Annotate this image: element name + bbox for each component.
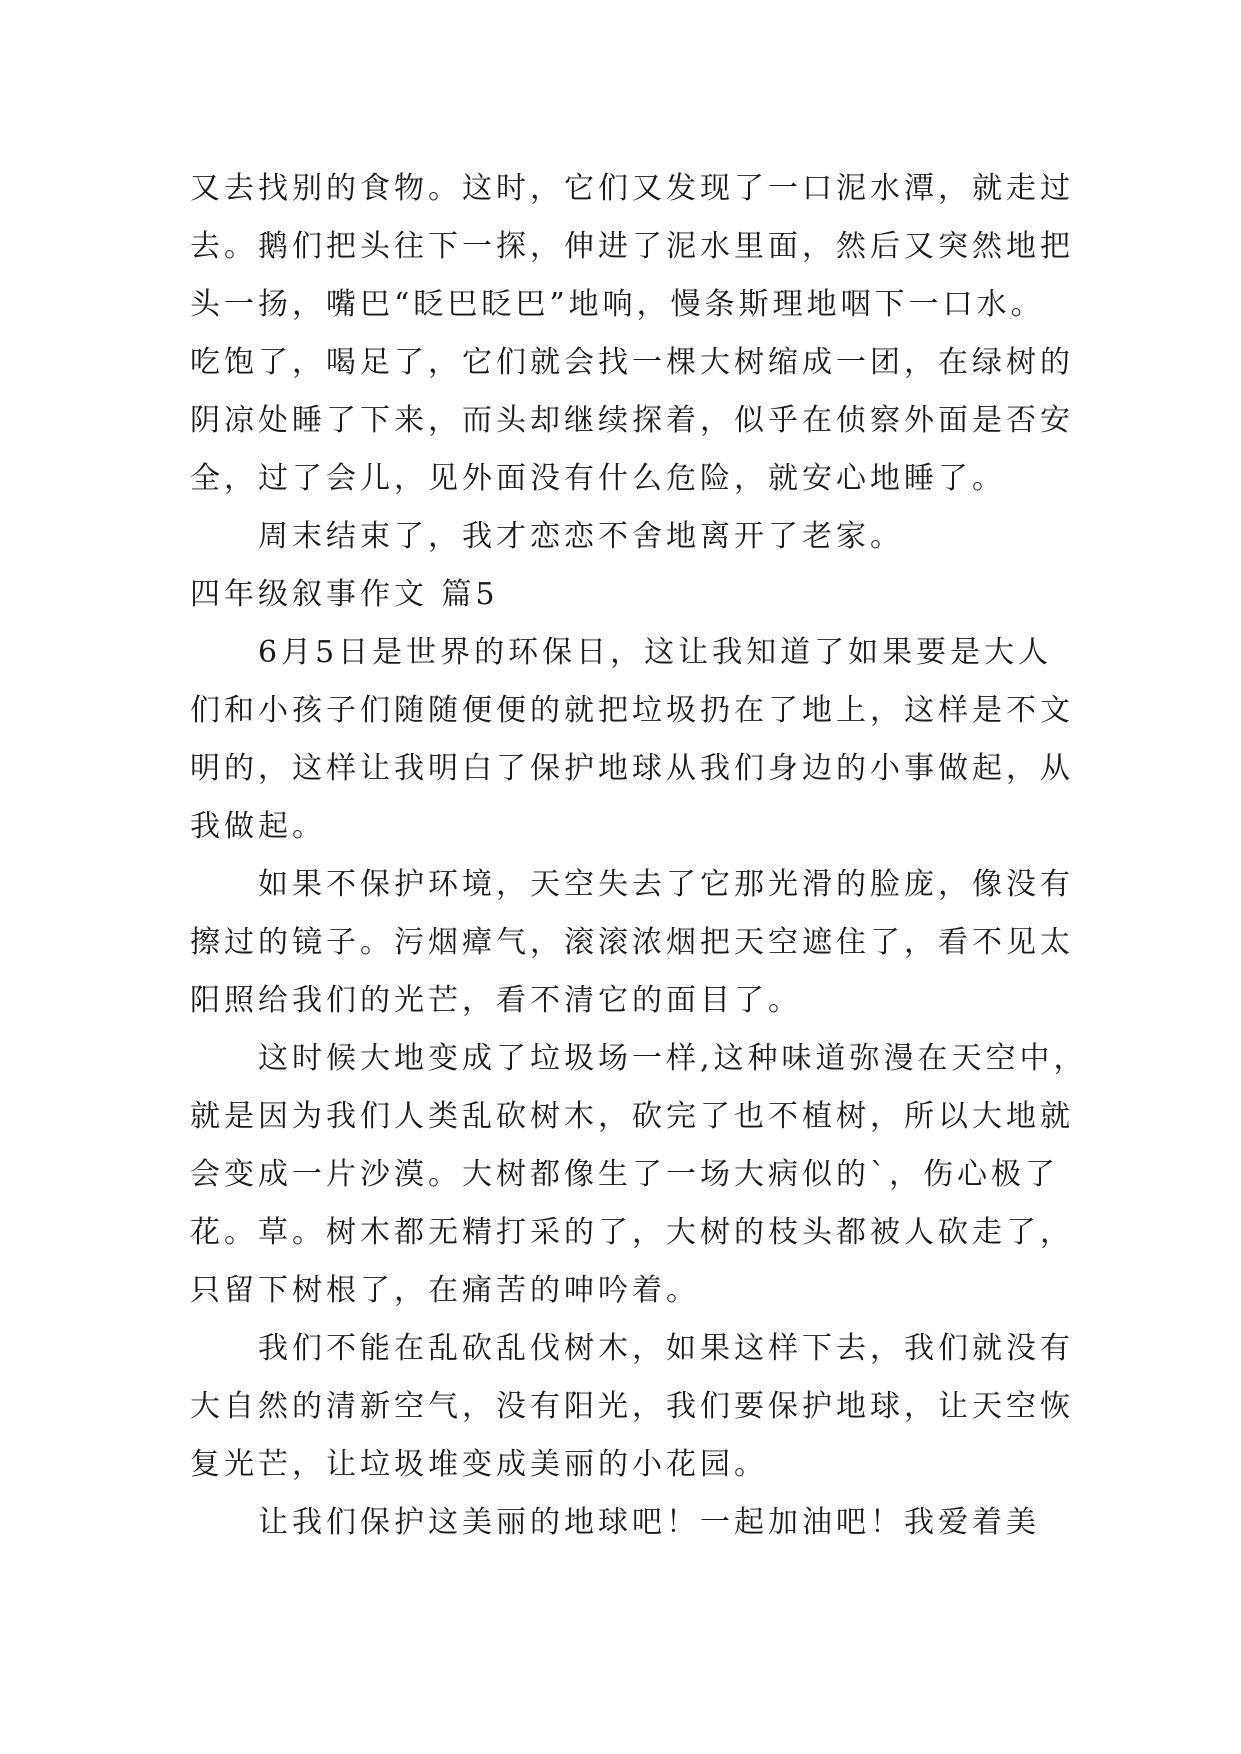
- document-body: [190, 160, 1088, 1552]
- text-line: 擦过的镜子。污烟瘴气，滚滚浓烟把天空遮住了，看不见太: [190, 925, 1074, 960]
- text-line: 会变成一片沙漠。大树都像生了一场大病似的`，伤心极了: [190, 1157, 1059, 1192]
- text-line: 阳照给我们的光芒，看不清它的面目了。: [190, 983, 802, 1018]
- text-paragraph: [190, 160, 1074, 508]
- text-line: 又去找别的食物。这时，它们又发现了一口泥水潭，就走过: [190, 171, 1074, 206]
- text-line: 大自然的清新空气，没有阳光，我们要保护地球，让天空恢: [190, 1389, 1074, 1424]
- text-line: 全，过了会儿，见外面没有什么危险，就安心地睡了。: [190, 461, 1006, 496]
- text-line: 们和小孩子们随随便便的就把垃圾扔在了地上，这样是不文: [190, 693, 1074, 728]
- text-line: 吃饱了，喝足了，它们就会找一棵大树缩成一团，在绿树的: [190, 345, 1074, 380]
- text-paragraph: [190, 856, 1074, 1030]
- text-line: 让我们保护这美丽的地球吧！一起加油吧！我爱着美: [190, 1505, 1040, 1540]
- text-line: 明的，这样让我明白了保护地球从我们身边的小事做起，从: [190, 751, 1074, 786]
- text-line: 6月5日是世界的环保日，这让我知道了如果要是大人: [190, 635, 1053, 670]
- text-line: 去。鹅们把头往下一探，伸进了泥水里面，然后又突然地把: [190, 229, 1074, 264]
- text-paragraph: [190, 624, 1074, 856]
- text-line: 花。草。树木都无精打采的了，大树的枝头都被人砍走了，: [190, 1215, 1074, 1250]
- text-line: 周末结束了，我才恋恋不舍地离开了老家。: [190, 519, 904, 554]
- text-line: 就是因为我们人类乱砍树木，砍完了也不植树，所以大地就: [190, 1099, 1074, 1134]
- text-line: 复光芒，让垃圾堆变成美丽的小花园。: [190, 1447, 768, 1482]
- text-line: 这时候大地变成了垃圾场一样,这种味道弥漫在天空中，: [190, 1041, 1088, 1076]
- section-heading: [190, 566, 1050, 624]
- text-paragraph: [190, 1030, 1088, 1320]
- text-paragraph: [190, 508, 1050, 566]
- text-line: 四年级叙事作文 篇5: [190, 577, 499, 612]
- text-line: 我做起。: [190, 809, 326, 844]
- text-line: 阴凉处睡了下来，而头却继续探着，似乎在侦察外面是否安: [190, 403, 1074, 438]
- text-line: 我们不能在乱砍乱伐树木，如果这样下去，我们就没有: [190, 1331, 1074, 1366]
- text-line: 只留下树根了，在痛苦的呻吟着。: [190, 1273, 700, 1308]
- text-line: 头一扬，嘴巴“眨巴眨巴”地响，慢条斯理地咽下一口水。: [190, 287, 1045, 322]
- text-paragraph: [190, 1494, 1050, 1552]
- text-line: 如果不保护环境，天空失去了它那光滑的脸庞，像没有: [190, 867, 1074, 902]
- text-paragraph: [190, 1320, 1074, 1494]
